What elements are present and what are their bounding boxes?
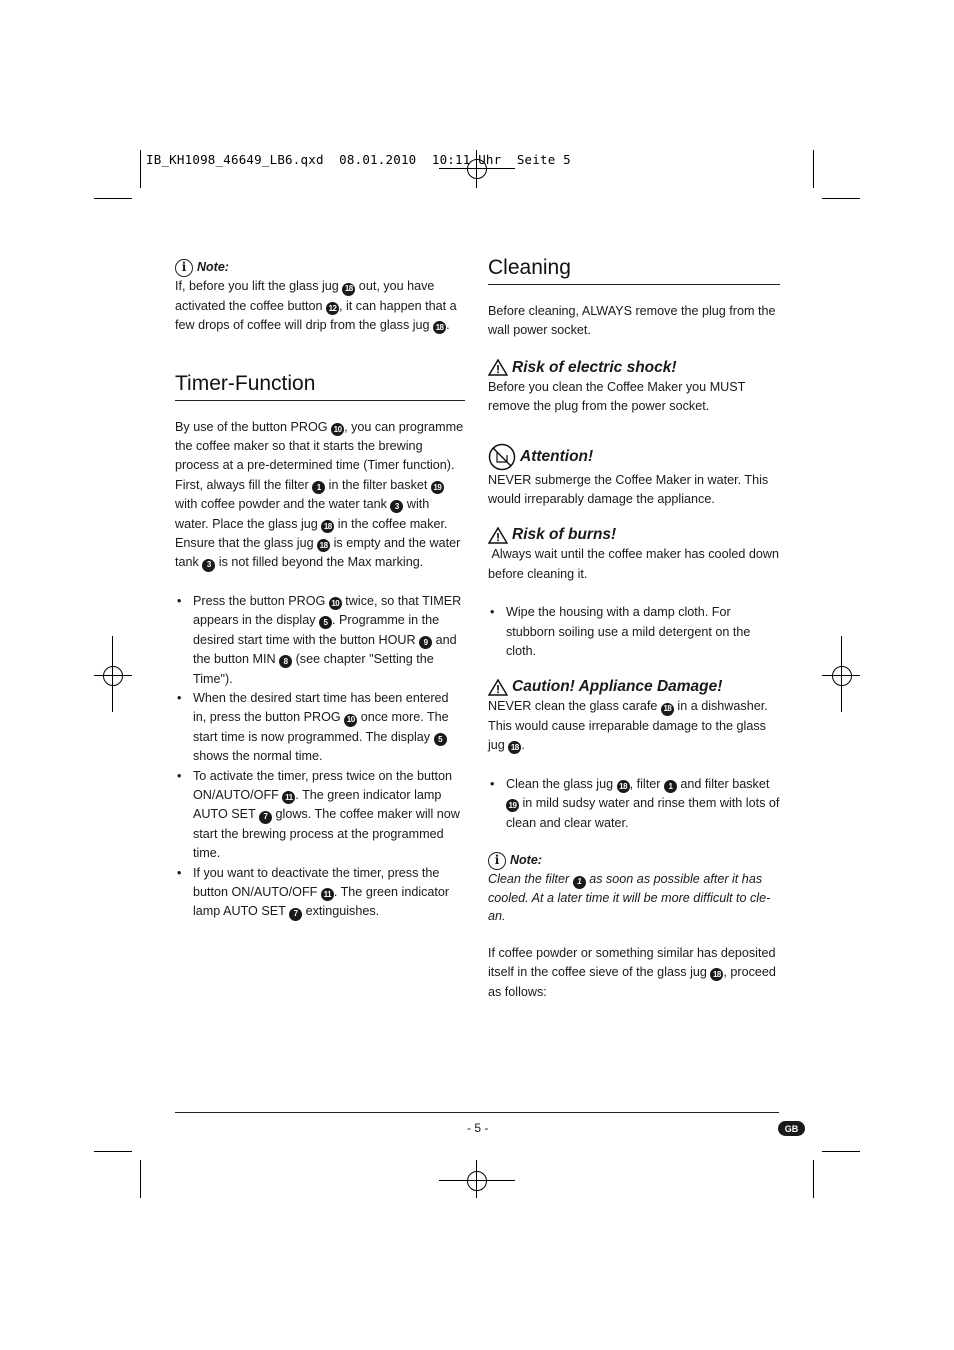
note-text: If, before you lift the glass jug 18 out, you have activated the coffee button 12 , it can happen that a few drops of coffee will drip from the glass jug 18 . [175,277,465,335]
crop-mark [813,1160,814,1198]
section-title-cleaning: Cleaning [488,256,571,279]
reference-number: 10 [329,597,342,610]
left-column [175,258,465,922]
reference-number: 3 [390,500,403,513]
note-text: Clean the filter 1 as soon as possible after it has cooled. At a later time it will be more difficult to cle-an. [488,872,771,923]
list-item: • Press the button PROG 10 twice, so that TIMER appears in the display 5 . Programme in the desired start time with the button HOUR 9 and the button MIN 8 (see chapter "Setting the Time"). [175,592,465,689]
reference-number: 1 [664,780,677,793]
burns-text: Always wait until the coffee maker has cooled down before cleaning it. [488,547,783,581]
reference-number: 1 [312,481,325,494]
warning-triangle-icon [488,527,508,544]
warning-heading-burns: Risk of burns! [488,525,780,545]
reference-number: 9 [419,636,432,649]
cleaning-steps-1 [488,603,780,661]
reference-number: 11 [321,888,334,901]
note-heading: i Note: [175,258,465,277]
shock-text: Before you clean the Coffee Maker you MUST remove the plug from the power socket. [488,379,746,414]
crop-mark [140,1160,141,1198]
crop-mark [94,1151,132,1152]
reference-number: 7 [259,811,272,824]
timer-intro: By use of the button PROG 10 , you can programme the coffee maker so that it starts the brewing process at a pre-determined time (Timer function). First, always fill the filter 1 in the filter basket 19 with coffee powder and the water tank 3 with water. Place the glass jug 18 in the coffee maker. Ensure that the glass jug 18 is empty and the water tank 3 is not filled beyond the Max marking. [175,418,465,573]
cleaning-steps-2 [488,775,780,833]
warning-triangle-icon [488,679,508,696]
page-number: - 5 - [467,1121,489,1135]
damage-text: NEVER clean the glass carafe 18 in a dishwasher. This would cause irreparable damage to the glass jug 18 . [488,697,780,755]
right-column [488,255,783,1002]
crop-mark [822,198,860,199]
list-item: • To activate the timer, press twice on the button ON/AUTO/OFF 11 . The green indicator lamp AUTO SET 7 glows. The coffee maker will now start the brewing process at the programmed time. [175,767,465,864]
reference-number: 5 [434,733,447,746]
crop-mark [94,198,132,199]
reference-number: 18 [508,741,521,754]
reference-number: 1 [573,876,586,889]
info-icon: i [175,259,193,277]
list-item: • Clean the glass jug 18 , filter 1 and filter basket 19 in mild sudsy water and rinse them with lots of clean and clear water. [488,775,780,833]
language-badge: GB [778,1121,805,1136]
crop-mark [822,1151,860,1152]
registration-circle [467,1171,487,1191]
reference-number: 5 [319,616,332,629]
warning-heading-damage: Caution! Appliance Damage! [488,677,780,697]
registration-circle [832,666,852,686]
reference-number: 18 [661,703,674,716]
info-icon: i [488,852,506,870]
reference-number: 10 [331,423,344,436]
reference-number: 18 [710,968,723,981]
reference-number: 8 [279,655,292,668]
reference-number: 19 [431,481,444,494]
crop-mark [140,150,141,188]
timer-steps [175,592,465,922]
reference-number: 10 [344,714,357,727]
crop-mark [813,150,814,188]
attention-text: NEVER submerge the Coffee Maker in water. This would irreparably damage the appliance. [488,472,769,507]
reference-number: 3 [202,559,215,572]
reference-number: 19 [506,799,519,812]
reference-number: 18 [317,539,330,552]
cleaning-intro: Before cleaning, ALWAYS remove the plug from the wall power socket. [488,304,776,338]
warning-triangle-icon [488,359,508,376]
reference-number: 18 [321,520,334,533]
file-slug: IB_KH1098_46649_LB6.qxd 08.01.2010 10:11 Uhr Seite 5 [146,152,571,167]
reference-number: 11 [282,791,295,804]
registration-circle [103,666,123,686]
final-text: If coffee powder or something similar has deposited itself in the coffee sieve of the glass jug 18 , proceed as follows: [488,945,776,999]
warning-heading-shock: Risk of electric shock! [488,358,780,378]
reference-number: 7 [289,908,302,921]
reference-number: 18 [342,283,355,296]
reference-number: 18 [433,321,446,334]
reference-number: 18 [617,780,630,793]
section-title-timer: Timer-Function [175,371,316,395]
footer-rule [175,1112,779,1113]
note-heading: i Note: [488,851,780,870]
list-item: • When the desired start time has been entered in, press the button PROG 10 once more. The start time is now programmed. The display 5 shows the normal time. [175,689,465,767]
reference-number: 12 [326,302,339,315]
list-item: • Wipe the housing with a damp cloth. For stubborn soiling use a mild detergent on the cloth. [488,603,780,661]
warning-heading-attention: Attention! [488,443,780,471]
list-item: • If you want to deactivate the timer, press the button ON/AUTO/OFF 11 . The green indicator lamp AUTO SET 7 extinguishes. [175,864,465,922]
no-water-icon [488,443,516,471]
